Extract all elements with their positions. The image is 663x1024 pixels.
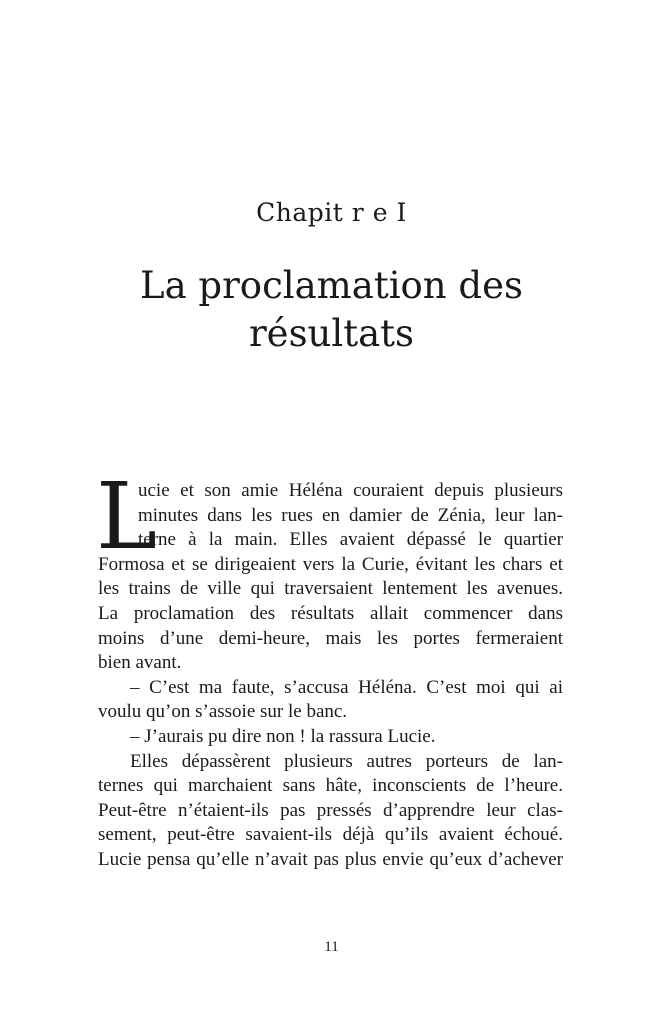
text-line: – C’est ma faute, s’accusa Héléna. C’est moi qui ai: [130, 676, 563, 698]
drop-cap: L: [96, 463, 158, 570]
text-line: minutes dans les rues en damier de Zénia, leur lan-: [138, 504, 563, 526]
chapter-label: Chapit r e I: [256, 198, 407, 227]
text-line: bien avant.: [98, 652, 182, 674]
chapter-title: [60, 262, 603, 358]
text-line: Peut-être n’étaient-ils pas pressés d’apprendre leur clas-: [98, 799, 563, 821]
text-line: voulu qu’on s’assoie sur le banc.: [98, 701, 348, 723]
body-text: [98, 479, 563, 873]
text-line: La proclamation des résultats allait commencer dans: [98, 602, 563, 624]
text-line: Elles dépassèrent plusieurs autres porteurs de lan-: [130, 750, 563, 772]
text-line: sement, peut-être savaient-ils déjà qu’ils avaient échoué.: [98, 824, 563, 846]
text-line: moins d’une demi-heure, mais les portes fermeraient: [98, 627, 563, 649]
chapter-title-line-1: La proclamation des: [140, 264, 523, 307]
text-line: les trains de ville qui traversaient lentement les avenues.: [98, 578, 563, 600]
text-line: Formosa et se dirigeaient vers la Curie, évitant les chars et: [98, 553, 563, 575]
chapter-title-line-2: résultats: [248, 312, 415, 355]
text-line: ucie et son amie Héléna couraient depuis plusieurs: [138, 480, 563, 501]
text-line: terne à la main. Elles avaient dépassé le quartier: [138, 529, 563, 551]
text-line: ternes qui marchaient sans hâte, inconscients de l’heure.: [98, 775, 563, 797]
text-line: Lucie pensa qu’elle n’avait pas plus envie qu’eux d’achever: [98, 848, 563, 870]
text-line: – J’aurais pu dire non ! la rassura Lucie.: [130, 725, 436, 747]
page-number: 11: [324, 939, 339, 955]
